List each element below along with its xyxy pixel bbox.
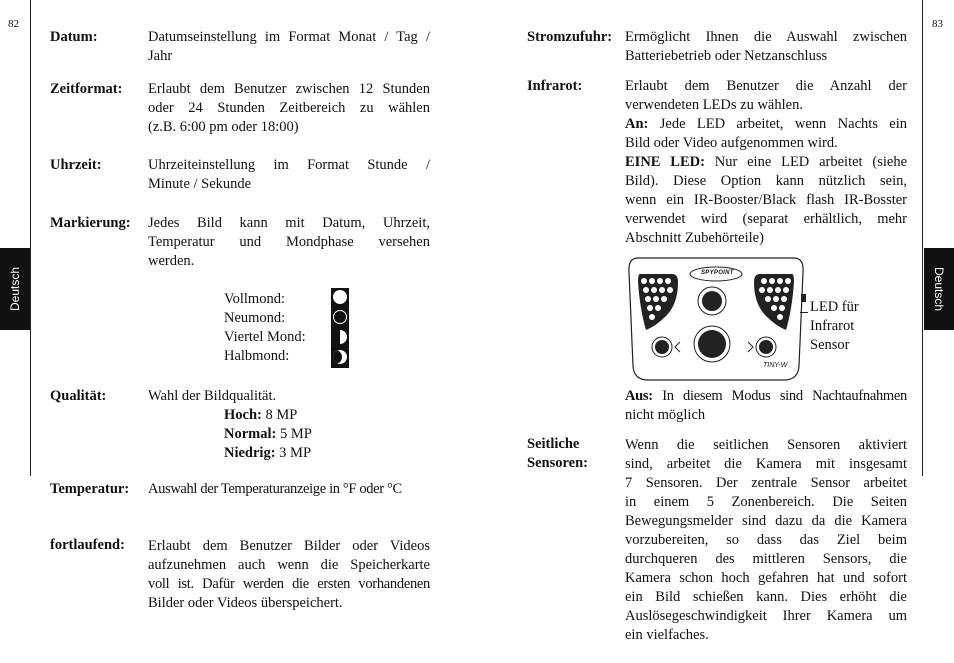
- ir-led-dot: [779, 305, 785, 311]
- ir-led-dot: [645, 296, 651, 302]
- quarter-moon-icon: [333, 330, 347, 344]
- datum-text: Datumseinstellung im Format Monat / Tag / Jahr: [148, 29, 430, 64]
- ir-led-dot: [783, 287, 789, 293]
- ir-led-dot: [649, 278, 655, 284]
- full-moon-icon: [333, 290, 347, 304]
- ir-led-dot: [665, 278, 671, 284]
- ir-led-dot: [657, 278, 663, 284]
- infrarot-label: Infrarot:: [527, 78, 583, 94]
- infrarot-text: Erlaubt dem Benutzer die Anzahl der verwendeten LEDs zu wählen. An: Jede LED arbeitet, wenn Nachts ein Bild oder Video aufgenommen wird. EINE LED: Nur eine LED arbeitet (siehe Bild). Diese Option kann nützlich sein, wenn ein IR-Booster/Black flash IR-Bosster verwendet wird (separat erhältlich, mehr Abschnitt Zubehörteile): [625, 78, 908, 246]
- ir-led-dot: [781, 296, 787, 302]
- markierung-text: Jedes Bild kann mit Datum, Uhrzeit, Temperatur und Mondphase versehen werden.: [148, 215, 430, 269]
- ir-led-dot: [651, 287, 657, 293]
- ir-led-dot: [765, 296, 771, 302]
- infrarot-aus: Aus: In diesem Modus sind Nachtaufnahmen nicht möglich: [625, 388, 907, 423]
- zeitformat-text: Erlaubt dem Benutzer zwischen 12 Stunden oder 24 Stunden Zeitbereich zu wählen (z.B. 6:00 pm oder 18:00): [148, 81, 430, 135]
- ir-led-dot: [659, 287, 665, 293]
- ir-led-dot: [661, 296, 667, 302]
- zeitformat-label: Zeitformat:: [50, 81, 123, 97]
- right-margin-rule: [922, 0, 923, 476]
- uhrzeit-label: Uhrzeit:: [50, 157, 102, 173]
- ir-led-dot: [773, 296, 779, 302]
- ir-led-dot: [667, 287, 673, 293]
- seitliche-sensoren-label: Seitliche Sensoren:: [527, 436, 588, 471]
- new-moon-icon: [333, 310, 347, 324]
- temperatur-text: Auswahl der Temperaturanzeige in °F oder °C: [148, 481, 402, 497]
- quality-option-high: Hoch: 8 MP: [224, 407, 298, 423]
- ir-led-dot: [769, 278, 775, 284]
- led-callout: LED für Infrarot Sensor: [810, 299, 859, 353]
- moon-phase-full: Vollmond:: [224, 291, 285, 307]
- uhrzeit-text: Uhrzeiteinstellung im Format Stunde / Minute / Sekunde: [148, 157, 430, 192]
- ir-led-dot: [777, 278, 783, 284]
- ir-led-dot: [785, 278, 791, 284]
- ir-led-dot: [643, 287, 649, 293]
- ir-led-dot: [761, 278, 767, 284]
- ir-led-dot: [767, 287, 773, 293]
- left-margin-rule: [30, 0, 31, 476]
- infrarot-an: An: Jede LED arbeitet, wenn Nachts ein: [625, 116, 908, 132]
- seitliche-sensoren-text: Wenn die seitlichen Sensoren aktiviert sind, arbeitet die Kamera mit insgesamt 7 Sensoren. Der zentrale Sensor arbeitet in einem 5 Zonenbereich. Die Seiten Bewegungsmelder sind dazu da die Kamera vorzubereiten, so dass das Ziel beim durchqueren des mittleren Sensors, die Kamera schon hoch gefahren hat und sofort ein Bild schießen kann. Dies erhöht die Auslösegeschwindigkeit Ihrer Kamera um ein vielfaches.: [625, 437, 907, 643]
- moon-phase-list: [224, 290, 306, 366]
- qualitaet-label: Qualität:: [50, 388, 107, 404]
- quality-option-normal: Normal: 5 MP: [224, 426, 312, 442]
- temperatur-label: Temperatur:: [50, 481, 130, 497]
- quality-options: [224, 406, 312, 463]
- moon-phase-half: Halbmond:: [224, 348, 290, 364]
- stromzufuhr-text: Ermöglicht Ihnen die Auswahl zwischen Batteriebetrieb oder Netzanschluss: [625, 29, 907, 64]
- camera-front-figure: [626, 254, 806, 382]
- moon-phase-icons: [331, 288, 349, 368]
- qualitaet-intro: Wahl der Bildqualität.: [148, 388, 277, 404]
- moon-phase-new: Neumond:: [224, 310, 286, 326]
- markierung-label: Markierung:: [50, 215, 131, 231]
- moon-phase-quarter: Viertel Mond:: [224, 329, 306, 345]
- camera-model-label: TINY-W: [763, 362, 788, 369]
- ir-led-dot: [771, 305, 777, 311]
- ir-led-dot: [777, 314, 783, 320]
- ir-led-dot: [653, 296, 659, 302]
- callout-line: [800, 312, 808, 313]
- language-tab-left: [0, 248, 30, 330]
- quality-option-low: Niedrig: 3 MP: [224, 445, 312, 461]
- datum-label: Datum:: [50, 29, 98, 45]
- language-tab-label: Deutsch: [8, 266, 22, 312]
- ir-led-dot: [641, 278, 647, 284]
- stromzufuhr-label: Stromzufuhr:: [527, 29, 613, 45]
- ir-led-dot: [649, 314, 655, 320]
- camera-logo: SPYPOINT: [701, 270, 734, 276]
- infrarot-eine-led: EINE LED: Nur eine LED arbeitet (siehe: [625, 154, 908, 170]
- ir-led-dot: [759, 287, 765, 293]
- language-tab-label: Deutsch: [932, 266, 946, 312]
- language-tab-right: [924, 248, 954, 330]
- half-moon-icon: [333, 350, 347, 364]
- ir-led-dot: [775, 287, 781, 293]
- fortlaufend-label: fortlaufend:: [50, 537, 125, 553]
- page-number-left: 82: [8, 18, 19, 30]
- ir-led-dot: [647, 305, 653, 311]
- ir-led-dot: [655, 305, 661, 311]
- page-number-right: 83: [932, 18, 943, 30]
- fortlaufend-text: Erlaubt dem Benutzer Bilder oder Videos aufzunehmen auch wenn die Speicherkarte voll ist. Dafür werden die ersten vorhandenen Bilder oder Videos überspeichert.: [148, 538, 430, 611]
